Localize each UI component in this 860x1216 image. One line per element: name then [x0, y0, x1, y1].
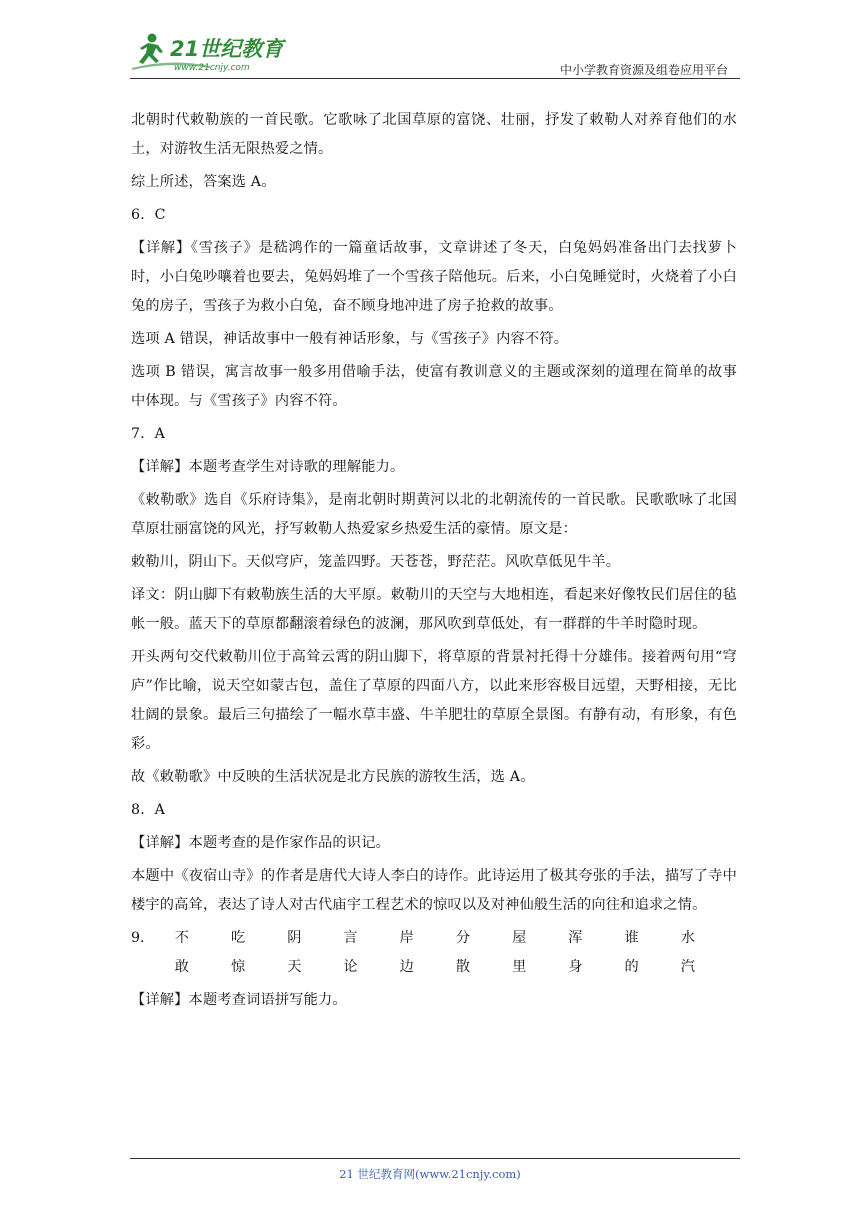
question-9-answer — [131, 924, 737, 982]
answer-word: 阴天 — [287, 930, 302, 975]
question-8-answer: 8．A — [131, 802, 166, 818]
paragraph: 本题中《夜宿山寺》的作者是唐代大诗人李白的诗作。此诗运用了极其夸张的手法，描写了寺中楼宇的高耸，表达了诗人对古代庙宇工程艺术的惊叹以及对神仙般生活的向往和追求之情。 — [131, 868, 737, 913]
paragraph: 综上所述，答案选 A。 — [131, 174, 276, 190]
answer-word: 分散 — [455, 930, 471, 975]
answer-word: 谁的 — [624, 930, 639, 975]
answer-word: 言论 — [343, 930, 358, 975]
poem-analysis: 开头两句交代敕勒川位于高耸云霄的阴山脚下，将草原的背景衬托得十分雄伟。接着两句用“穹庐”作比喻，说天空如蒙古包，盖住了草原的四面八方，以此来形容极目远望，天野相接，无比壮阔的景象。最后三句描绘了一幅水草丰盛、牛羊肥壮的草原全景图。有静有动，有形象，有色彩。 — [131, 649, 737, 752]
question-8-detail: 【详解】本题考查的是作家作品的识记。 — [131, 835, 390, 851]
answer-word: 岸边 — [399, 930, 414, 975]
page-header — [130, 28, 740, 80]
header-divider — [130, 78, 740, 79]
question-7-answer: 7．A — [131, 426, 166, 442]
answer-word: 水汽 — [680, 930, 695, 975]
answer-word: 浑身 — [568, 930, 583, 975]
question-9-detail: 【详解】本题考查词语拼写能力。 — [131, 992, 347, 1008]
question-6-option-b: 选项 B 错误，寓言故事一般多用借喻手法，使富有教训意义的主题或深刻的道理在简单的故事中体现。与《雪孩子》内容不符。 — [131, 364, 737, 409]
paragraph: 北朝时代敕勒族的一首民歌。它歌咏了北国草原的富饶、壮丽，抒发了敕勒人对养育他们的水土，对游牧生活无限热爱之情。 — [131, 112, 737, 157]
answer-word: 吃惊 — [230, 930, 246, 975]
question-6-detail: 【详解】《雪孩子》是嵇鸿作的一篇童话故事，文章讲述了冬天，白兔妈妈准备出门去找萝卜时，小白兔吵嚷着也要去，兔妈妈堆了一个雪孩子陪他玩。后来，小白兔睡觉时，火烧着了小白兔的房子，雪孩子为救小白兔，奋不顾身地冲进了房子抢救的故事。 — [131, 240, 737, 314]
logo-url-text: www.21cnjy.com — [174, 63, 250, 73]
answer-content — [131, 106, 737, 1019]
question-7-conclusion: 故《敕勒歌》中反映的生活状况是北方民族的游牧生活，选 A。 — [131, 769, 535, 785]
site-logo — [130, 28, 300, 78]
answer-word: 屋里 — [512, 930, 527, 975]
question-number: 9． — [131, 930, 155, 946]
footer-divider — [130, 1158, 740, 1159]
footer-link[interactable]: 21 世纪教育网(www.21cnjy.com) — [339, 1167, 521, 1181]
question-6-option-a: 选项 A 错误，神话故事中一般有神话形象，与《雪孩子》内容不符。 — [131, 331, 569, 347]
question-7-detail: 【详解】本题考查学生对诗歌的理解能力。 — [131, 459, 405, 475]
question-6-answer: 6．C — [131, 207, 166, 223]
poem-text: 敕勒川，阴山下。天似穹庐，笼盖四野。天苍苍，野茫茫。风吹草低见牛羊。 — [131, 554, 621, 570]
paragraph: 《敕勒歌》选自《乐府诗集》，是南北朝时期黄河以北的北朝流传的一首民歌。民歌歌咏了北国草原壮丽富饶的风光，抒写敕勒人热爱家乡热爱生活的豪情。原文是： — [131, 492, 737, 537]
site-name: 中小学教育资源及组卷应用平台 — [559, 63, 728, 77]
answer-word: 不敢 — [174, 930, 189, 975]
poem-translation: 译文：阴山脚下有敕勒族生活的大平原。敕勒川的天空与大地相连，看起来好像牧民们居住的毡帐一般。蓝天下的草原都翻滚着绿色的波澜，那风吹到草低处，有一群群的牛羊时隐时现。 — [131, 587, 737, 632]
logo-main-text: 21世纪教育 — [170, 37, 284, 61]
